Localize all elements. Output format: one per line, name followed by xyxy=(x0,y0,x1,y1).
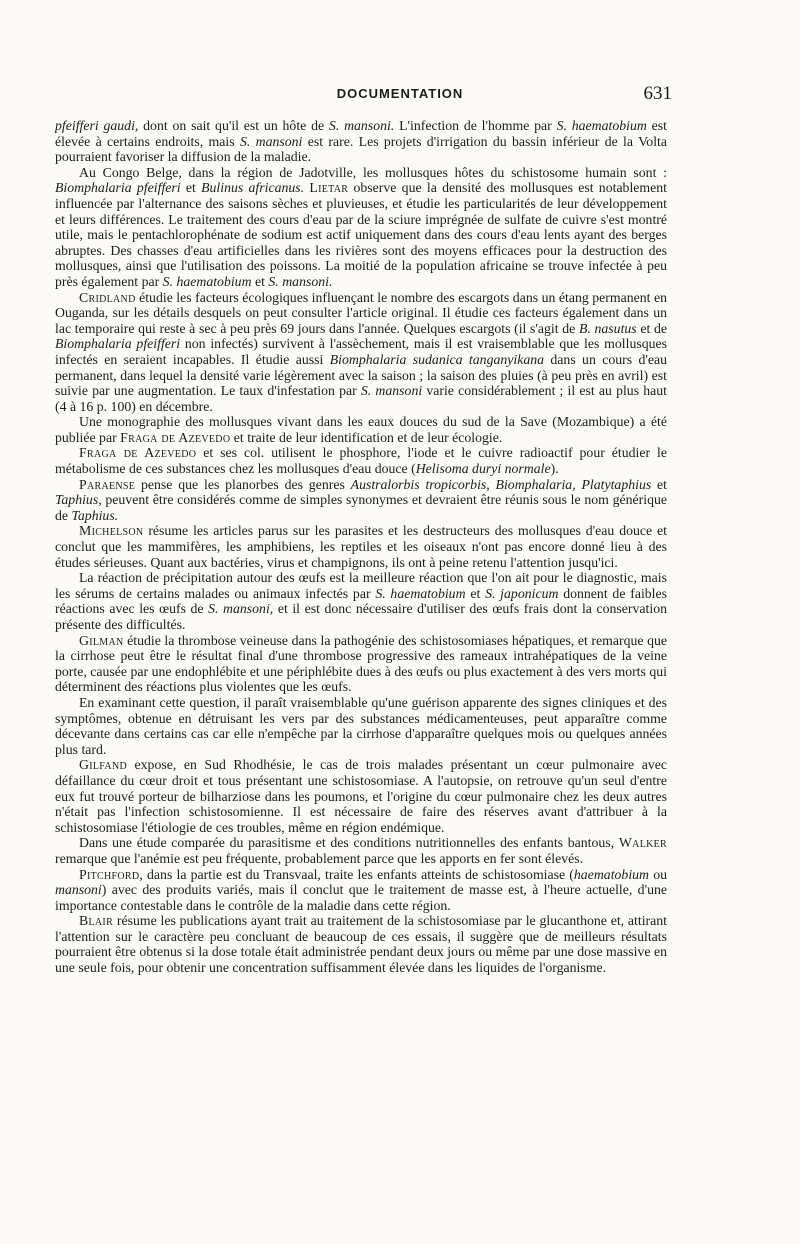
italic-run: S. mansoni. xyxy=(328,118,395,133)
text-run: est élevée à certains endroits, mais xyxy=(55,118,667,149)
text-run: remarque que l'anémie est peu fréquente, probablement parce que les apports en fer sont élevés. xyxy=(55,850,584,866)
italic-run: S. japonicum xyxy=(485,585,559,601)
italic-run: haematobium xyxy=(573,866,650,882)
text-run: et traite de leur identification et de leur écologie. xyxy=(230,429,503,445)
italic-run: Taphius. xyxy=(71,507,119,523)
text-run: résume les articles parus sur les parasites et les destructeurs des mollusques d'eau douce et conclut que les mammifères, les amphibiens, les reptiles et les oiseaux n'ont pas encore donné lieu à des études sérieuses. Quant aux bactéries, virus et champignons, ils ont à peine retenu l'attention jusqu'ici. xyxy=(55,523,667,570)
author-name: Blair xyxy=(79,913,114,929)
author-name: Walker xyxy=(618,835,667,851)
author-name: Gilfand xyxy=(79,757,127,773)
text-run: et ses col. utilisent le phosphore, l'iode et le cuivre radioactif pour étudier le métabolisme de ces substances chez les mollusques d'eau douce ( xyxy=(55,445,667,477)
author-name: Cridland xyxy=(79,289,136,305)
text-run: La réaction de précipitation autour des œufs est la meilleure réaction que l'on ait pour le diagnostic, mais les sérums de certains malades ou animaux infectés par xyxy=(55,570,667,601)
text-run: observe que la densité des mollusques est notablement influencée par l'alternance des saisons sèches et pluvieuses, et étudie les particularités de leur développement et leurs différences. Le traitement des cours d'eau par de la sciure imprégnée de sulfate de cuivre s'est montré utile, mais le pentachlorophénate de sodium est actif uniquement dans des cours d'eau lents ayant des berges abruptes. Des chasses d'eau artificielles dans les rivières sont des moyens efficaces pour la destruction des mollusques, ainsi que l'utilisation des poissons. La moitié de la population africaine se trouve infectée à peu près également par xyxy=(55,180,668,289)
page-number: 631 xyxy=(643,83,672,104)
text-run: étudie la thrombose veineuse dans la pathogénie des schistosomiases hépatiques, et remarque que la cirrhose peut être le résultat final d'une thrombose progressive des rameaux intrahépatiques de la veine porte, causée par une endophlébite et une périphlébite dues à des œufs ou plus exactement à des vers morts qui déterminent des réactions plus violentes que les œufs. xyxy=(55,632,667,695)
italic-run: S. haematobium xyxy=(162,273,252,289)
author-name: Michelson xyxy=(79,523,144,539)
author-name: Gilman xyxy=(79,632,124,648)
italic-run: Taphius, xyxy=(55,492,102,508)
text-run: dont on sait qu'il est un hôte de xyxy=(138,118,329,133)
paragraph xyxy=(55,523,667,570)
text-run: et xyxy=(651,476,667,492)
author-name: Pitchford xyxy=(79,866,140,882)
text-run: non infectés) survivent à l'assèchement, mais il est vraisemblable que les mollusques infectés en seraient incapables. Il étudie aussi xyxy=(55,336,668,367)
italic-run: Australorbis tropicorbis, Biomphalaria, Platytaphius xyxy=(350,476,652,492)
paragraph xyxy=(55,290,667,415)
italic-run: S. mansoni xyxy=(239,133,303,149)
italic-run: pfeifferi gaudi, xyxy=(55,118,139,133)
text-run: et il est donc nécessaire d'utiliser des œufs frais dont la conservation présente des difficultés. xyxy=(55,601,667,632)
text-run: et xyxy=(180,180,202,196)
paragraph xyxy=(55,867,667,914)
text-run: est rare. Les projets d'irrigation du bassin inférieur de la Volta pourraient favoriser la diffusion de la maladie. xyxy=(55,133,667,165)
text-run: Une monographie des mollusques vivant dans les eaux douces du sud de la Save (Mozambique) a été publiée par xyxy=(55,414,667,445)
text-run: pense que les planorbes des genres xyxy=(135,476,351,492)
text-run: dans un cours d'eau permanent, dans lequel la densité varie légèrement avec la saison ; la saison des pluies (à peu près en avril) est suivie par une augmentation. Le taux d'infestation par xyxy=(55,351,667,399)
italic-run: Biomphalaria pfeifferi xyxy=(55,336,181,352)
body-text xyxy=(55,118,667,976)
paragraph xyxy=(55,570,667,632)
paragraph xyxy=(55,913,667,975)
italic-run: B. nasutus xyxy=(578,320,637,336)
text-run: donnent de faibles réactions avec les œufs de xyxy=(55,585,668,617)
author-name: Paraense xyxy=(79,476,136,492)
italic-run: Biomphalaria sudanica tanganyikana xyxy=(329,351,545,367)
italic-run: S. mansoni xyxy=(360,383,423,399)
text-run: ) avec des produits variés, mais il conclut que le traitement de masse est, à l'heure actuelle, d'une importance contestable dans le contrôle de la maladie dans cette région. xyxy=(55,882,667,913)
page-header xyxy=(0,83,800,110)
paragraph xyxy=(55,757,667,835)
italic-run: mansoni xyxy=(55,882,102,898)
paragraph xyxy=(55,633,667,695)
italic-run: Biomphalaria pfeifferi xyxy=(55,180,181,196)
text-run: ou xyxy=(649,866,667,882)
text-run: étudie les facteurs écologiques influençant le nombre des escargots dans un étang permanent en Ouganda, sur les détails desquels on peut consulter l'article original. Il étudie ces facteurs également dans un lac temporaire qui reste à sec à peu près 69 jours dans l'année. Quelques escargots (il s'agit de xyxy=(55,289,667,336)
author-name: Fraga de Azevedo xyxy=(120,429,231,445)
text-run: et de xyxy=(636,320,667,336)
paragraph xyxy=(55,165,667,290)
italic-run: S. haematobium xyxy=(375,585,466,601)
paragraph xyxy=(55,414,667,445)
running-head: DOCUMENTATION xyxy=(336,86,464,101)
text-run: et xyxy=(465,585,486,601)
paragraph xyxy=(55,477,667,524)
author-name: Lietar xyxy=(309,180,349,196)
text-run: ). xyxy=(550,461,559,477)
italic-run: S. mansoni, xyxy=(208,601,274,617)
text-run: L'infection de l'homme par xyxy=(394,118,557,133)
italic-run: Bulinus africanus. xyxy=(201,180,305,196)
text-run: Au Congo Belge, dans la région de Jadotville, les mollusques hôtes du schistosome humain sont : xyxy=(79,164,667,180)
italic-run: S. mansoni. xyxy=(268,273,333,289)
text-run: Dans une étude comparée du parasitisme et des conditions nutritionnelles des enfants bantous, xyxy=(79,835,619,851)
text-run: expose, en Sud Rhodhésie, le cas de trois malades présentant un cœur pulmonaire avec défaillance du cœur droit et tous présentant une schistosomiase. A l'autopsie, on retrouve qu'un seul d'entre eux fut trouvé porteur de bilharziose dans les poumons, et l'origine du cœur pulmonaire chez les deux autres n'était pas l'infection schistosomienne. Il est nécessaire de faire des réserves avant d'attribuer à la schistosomiase l'étiologie de ces troubles, même en région endémique. xyxy=(55,757,667,835)
text-run: peuvent être considérés comme de simples synonymes et devraient être réunis sous le nom générique de xyxy=(55,492,667,523)
paragraph xyxy=(55,695,667,757)
italic-run: S. haematobium xyxy=(556,118,647,133)
paragraph xyxy=(55,445,667,476)
paragraph xyxy=(55,118,667,165)
author-name: Fraga de Azevedo xyxy=(79,445,197,461)
text-run: varie considérablement ; il est au plus haut (4 à 16 p. 100) en décembre. xyxy=(55,383,667,414)
text-run: , dans la partie est du Transvaal, traite les enfants atteints de schistosomiase ( xyxy=(139,866,574,882)
paragraph xyxy=(55,835,667,866)
italic-run: Helisoma duryi normale xyxy=(415,461,551,477)
text-run: résume les publications ayant trait au traitement de la schistosomiase par le glucanthone et, attirant l'attention sur le caractère peu concluant de beaucoup de ces essais, il suggère que de meilleurs résultats pourraient être obtenus si la dose totale était administrée pendant deux jours ou même par une dose massive en une seule fois, pour obtenir une concentration suffisamment élevée dans les liquides de l'organisme. xyxy=(55,913,667,976)
text-run: et xyxy=(251,273,269,289)
text-run: En examinant cette question, il paraît vraisemblable qu'une guérison apparente des signes cliniques et des symptômes, obtenue en détruisant les vers par des substances médicamenteuses, peut apparaître comme décevante dans certains cas car elle n'empêche par la cirrhose d'apparaître quelques mois ou quelques années plus tard. xyxy=(55,694,667,757)
